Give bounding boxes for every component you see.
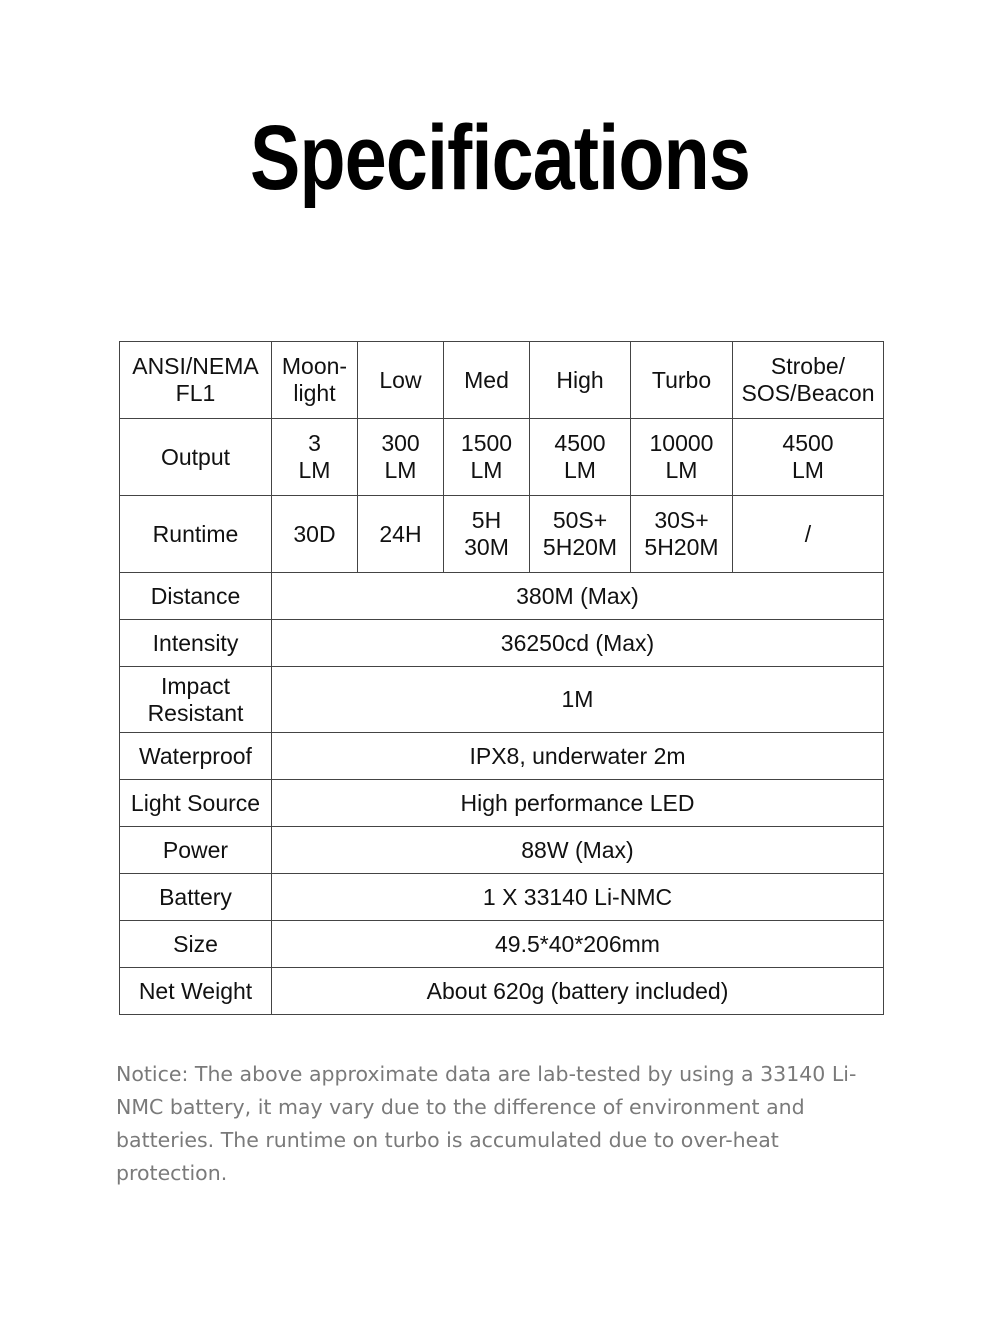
header-cell-moonlight: Moon- light — [272, 342, 358, 419]
runtime-low: 24H — [358, 496, 444, 573]
row-value-battery: 1 X 33140 Li-NMC — [272, 874, 884, 921]
output-med: 1500 LM — [444, 419, 530, 496]
row-label-light-source: Light Source — [120, 780, 272, 827]
row-label-net-weight: Net Weight — [120, 968, 272, 1015]
output-low: 300 LM — [358, 419, 444, 496]
table-row-output — [120, 419, 884, 496]
row-label-intensity: Intensity — [120, 620, 272, 667]
row-value-distance: 380M (Max) — [272, 573, 884, 620]
header-cell-standard: ANSI/NEMA FL1 — [120, 342, 272, 419]
header-cell-strobe: Strobe/ SOS/Beacon — [733, 342, 884, 419]
row-label-battery: Battery — [120, 874, 272, 921]
runtime-turbo: 30S+ 5H20M — [631, 496, 733, 573]
header-cell-turbo: Turbo — [631, 342, 733, 419]
row-value-power: 88W (Max) — [272, 827, 884, 874]
row-value-light-source: High performance LED — [272, 780, 884, 827]
page-title: Specifications — [250, 107, 750, 209]
runtime-high: 50S+ 5H20M — [530, 496, 631, 573]
runtime-med: 5H 30M — [444, 496, 530, 573]
header-cell-high: High — [530, 342, 631, 419]
table-row-impact-resistant — [120, 667, 884, 733]
row-value-intensity: 36250cd (Max) — [272, 620, 884, 667]
runtime-strobe: / — [733, 496, 884, 573]
table-header-row — [120, 342, 884, 419]
output-high: 4500 LM — [530, 419, 631, 496]
specifications-table — [119, 341, 884, 1015]
table-row-battery — [120, 874, 884, 921]
row-value-size: 49.5*40*206mm — [272, 921, 884, 968]
output-strobe: 4500 LM — [733, 419, 884, 496]
row-label-runtime: Runtime — [120, 496, 272, 573]
notice-text: Notice: The above approximate data are lab-tested by using a 33140 Li-NMC battery, it may vary due to the difference of environment and batteries. The runtime on turbo is accumulated due to over-heat protection. — [116, 1062, 857, 1185]
header-cell-low: Low — [358, 342, 444, 419]
row-label-size: Size — [120, 921, 272, 968]
output-turbo: 10000 LM — [631, 419, 733, 496]
table-row-distance — [120, 573, 884, 620]
table-row-runtime — [120, 496, 884, 573]
row-label-distance: Distance — [120, 573, 272, 620]
table-row-net-weight — [120, 968, 884, 1015]
table-row-size — [120, 921, 884, 968]
table-row-power — [120, 827, 884, 874]
row-label-power: Power — [120, 827, 272, 874]
runtime-moonlight: 30D — [272, 496, 358, 573]
table-row-waterproof — [120, 733, 884, 780]
row-label-impact-resistant: Impact Resistant — [120, 667, 272, 733]
row-value-net-weight: About 620g (battery included) — [272, 968, 884, 1015]
row-value-waterproof: IPX8, underwater 2m — [272, 733, 884, 780]
row-label-output: Output — [120, 419, 272, 496]
row-label-waterproof: Waterproof — [120, 733, 272, 780]
row-value-impact-resistant: 1M — [272, 667, 884, 733]
table-row-intensity — [120, 620, 884, 667]
output-moonlight: 3 LM — [272, 419, 358, 496]
header-cell-med: Med — [444, 342, 530, 419]
table-row-light-source — [120, 780, 884, 827]
